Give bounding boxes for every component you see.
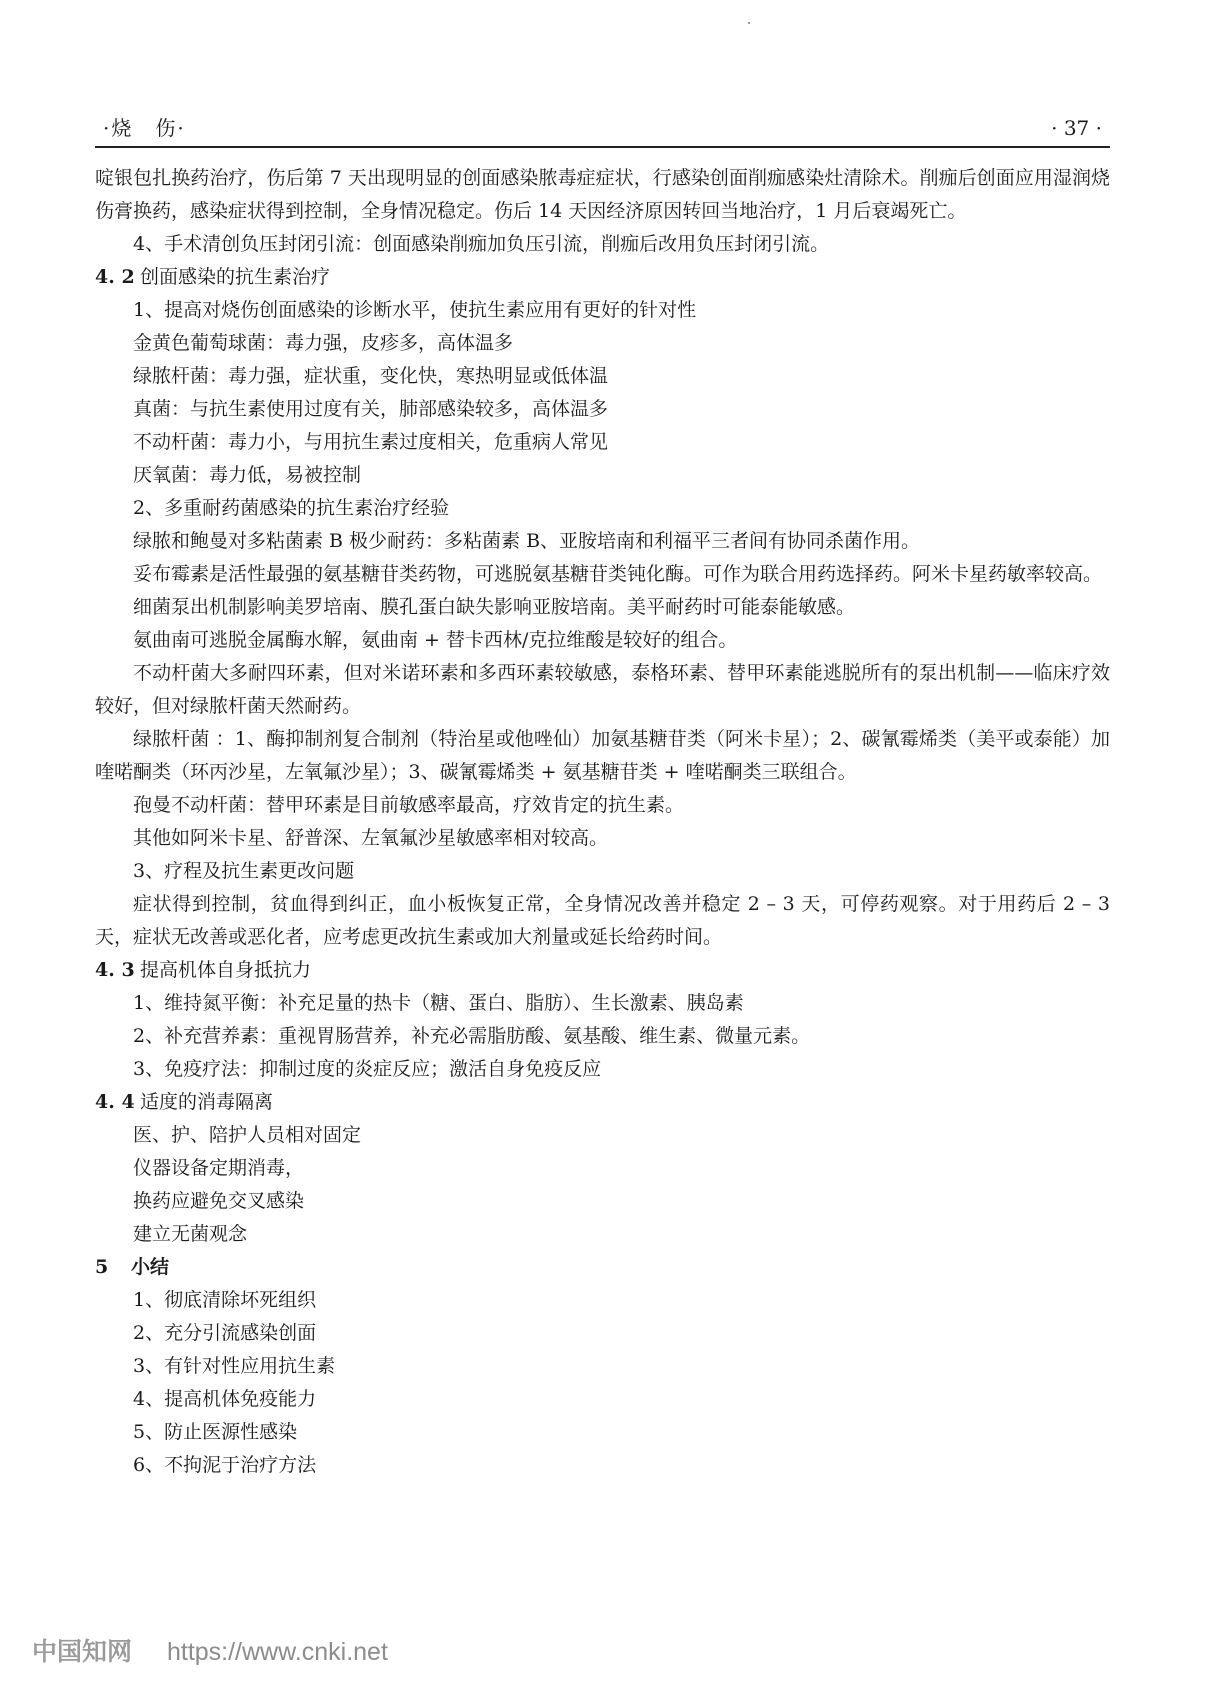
document-body	[95, 162, 1110, 1482]
paragraph: 其他如阿米卡星、舒普深、左氧氟沙星敏感率相对较高。	[133, 827, 609, 849]
paragraph: 绿脓杆菌：毒力强，症状重，变化快，寒热明显或低体温	[133, 365, 609, 387]
section-number: 5	[95, 1256, 109, 1278]
paragraph: 绿脓杆菌 ：1、酶抑制剂复合制剂（特治星或他唑仙）加氨基糖苷类（阿米卡星）；2、碳氰霉烯类（美平或泰能）加喹喏酮类（环丙沙星，左氧氟沙星）；3、碳氰霉烯类 + 氨基糖苷类 + 喹喏酮类三联组合。	[95, 728, 1110, 783]
header-section-title: ·烧 伤·	[103, 116, 186, 140]
section-title: 提高机体自身抵抗力	[140, 959, 312, 981]
paragraph: 真菌：与抗生素使用过度有关，肺部感染较多，高体温多	[133, 398, 609, 420]
paragraph: 妥布霉素是活性最强的氨基糖苷类药物，可逃脱氨基糖苷类钝化酶。可作为联合用药选择药。阿米卡星药敏率较高。	[133, 563, 1103, 585]
header-page-number: · 37 ·	[1051, 116, 1102, 140]
paragraph: 孢曼不动杆菌：替甲环素是目前敏感率最高，疗效肯定的抗生素。	[133, 794, 685, 816]
cnki-url: https://www.cnki.net	[166, 1638, 388, 1666]
paragraph: 仪器设备定期消毒，	[133, 1157, 305, 1179]
paragraph: 氨曲南可逃脱金属酶水解，氨曲南 + 替卡西林/克拉维酸是较好的组合。	[133, 629, 738, 651]
paragraph: 4、提高机体免疫能力	[133, 1388, 317, 1410]
paragraph: 啶银包扎换药治疗，伤后第 7 天出现明显的创面感染脓毒症症状，行感染创面削痂感染灶清除术。削痂后创面应用湿润烧伤膏换药，感染症状得到控制，全身情况稳定。伤后 14 天因经济原因转回当地治疗，1 月后衰竭死亡。	[95, 167, 1110, 222]
paragraph: 3、疗程及抗生素更改问题	[133, 860, 355, 882]
section-title: 创面感染的抗生素治疗	[140, 266, 331, 288]
paragraph: 4、手术清创负压封闭引流：创面感染削痂加负压引流，削痂后改用负压封闭引流。	[133, 233, 830, 255]
paragraph: 2、充分引流感染创面	[133, 1322, 317, 1344]
paragraph: 1、彻底清除坏死组织	[133, 1289, 317, 1311]
paragraph: 金黄色葡萄球菌：毒力强，皮疹多，高体温多	[133, 332, 514, 354]
running-header	[95, 112, 1110, 144]
paragraph: 不动杆菌大多耐四环素，但对米诺环素和多西环素较敏感，泰格环素、替甲环素能逃脱所有的泵出机制——临床疗效较好，但对绿脓杆菌天然耐药。	[95, 662, 1110, 717]
paragraph: 3、有针对性应用抗生素	[133, 1355, 336, 1377]
section-number: 4. 4	[95, 1091, 135, 1113]
paragraph: 1、提高对烧伤创面感染的诊断水平，使抗生素应用有更好的针对性	[133, 299, 697, 321]
paragraph: 症状得到控制，贫血得到纠正，血小板恢复正常，全身情况改善并稳定 2 – 3 天，可停药观察。对于用药后 2 – 3 天，症状无改善或恶化者，应考虑更改抗生素或加大剂量或延长给药时间。	[95, 893, 1110, 948]
paragraph: 2、补充营养素：重视胃肠营养，补充必需脂肪酸、氨基酸、维生素、微量元素。	[133, 1025, 811, 1047]
cnki-brand: 中国知网	[32, 1638, 133, 1666]
paragraph: 厌氧菌：毒力低，易被控制	[133, 464, 362, 486]
section-number: 4. 3	[95, 959, 135, 981]
section-heading	[95, 954, 1110, 987]
section-heading	[95, 1086, 1110, 1119]
paragraph: 绿脓和鲍曼对多粘菌素 B 极少耐药：多粘菌素 B、亚胺培南和利福平三者间有协同杀菌作用。	[133, 530, 921, 552]
section-number: 4. 2	[95, 266, 135, 288]
paragraph: 不动杆菌：毒力小，与用抗生素过度相关，危重病人常见	[133, 431, 609, 453]
paragraph: 1、维持氮平衡：补充足量的热卡（糖、蛋白、脂肪）、生长激素、胰岛素	[133, 992, 744, 1014]
section-title: 小结	[131, 1256, 170, 1278]
paragraph: 3、免疫疗法：抑制过度的炎症反应；激活自身免疫反应	[133, 1058, 602, 1080]
paragraph: 6、不拘泥于治疗方法	[133, 1454, 317, 1476]
paragraph: 建立无菌观念	[133, 1223, 248, 1245]
section-heading	[95, 261, 1110, 294]
section-heading	[95, 1251, 1110, 1284]
paragraph: 医、护、陪护人员相对固定	[133, 1124, 362, 1146]
paragraph: 换药应避免交叉感染	[133, 1190, 305, 1212]
watermark-footer	[32, 1632, 388, 1672]
header-rule	[95, 146, 1110, 148]
scan-speck	[748, 22, 750, 24]
section-title: 适度的消毒隔离	[140, 1091, 274, 1113]
paragraph: 细菌泵出机制影响美罗培南、膜孔蛋白缺失影响亚胺培南。美平耐药时可能泰能敏感。	[133, 596, 856, 618]
paragraph: 2、多重耐药菌感染的抗生素治疗经验	[133, 497, 450, 519]
paragraph: 5、防止医源性感染	[133, 1421, 298, 1443]
